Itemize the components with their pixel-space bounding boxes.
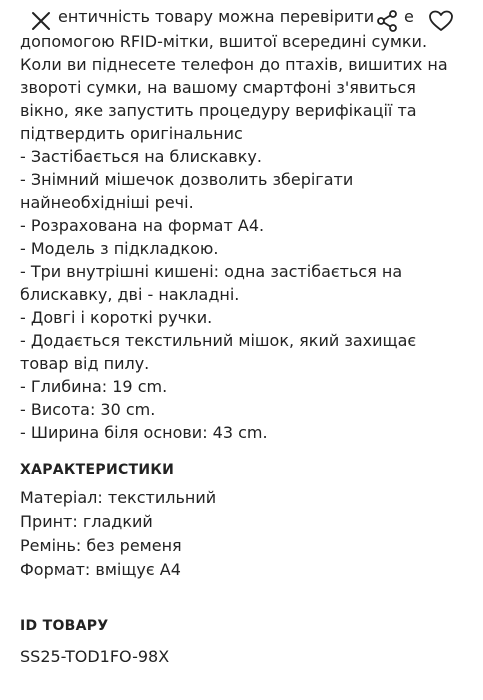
- top-bar: [0, 0, 483, 40]
- favorite-button[interactable]: [426, 6, 456, 36]
- heart-icon: [428, 9, 454, 33]
- characteristics-title: ХАРАКТЕРИСТИКИ: [20, 462, 175, 478]
- description-text: допомогою RFID-мітки, вшитої всередині сумки. Коли ви піднесете телефон до птахів, вишитих на звороті сумки, на вашому смартфоні з'явиться вікно, яке запустить процедуру верифікації та підтвердить оригінальнис - Застібається на блискавку. - Знімний мішечок дозволить зберігати найнеобхідніші речі. - Розрахована на формат А4. - Модель з підкладкою. - Три внутрішні кишені: одна застібається на блискавку, дві - накладні. - Довгі і короткі ручки. - Додається текстильний мішок, який захищає товар від пилу. - Глибина: 19 cm. - Висота: 30 cm. - Ширина біля основи: 43 cm.: [20, 32, 448, 442]
- description-fragment-tail: е: [404, 7, 414, 26]
- product-id-value: SS25-TOD1FO-98X: [20, 647, 170, 666]
- close-button[interactable]: [26, 6, 56, 36]
- share-icon: [375, 9, 399, 33]
- share-button[interactable]: [372, 6, 402, 36]
- product-description: [20, 30, 468, 444]
- characteristics-list: Матеріал: текстильний Принт: гладкий Ремінь: без ременя Формат: вміщує А4: [20, 488, 217, 579]
- description-fragment: ентичність товару можна перевірити: [58, 7, 375, 26]
- product-id-title: ID ТОВАРУ: [20, 618, 109, 634]
- close-icon: [29, 9, 53, 33]
